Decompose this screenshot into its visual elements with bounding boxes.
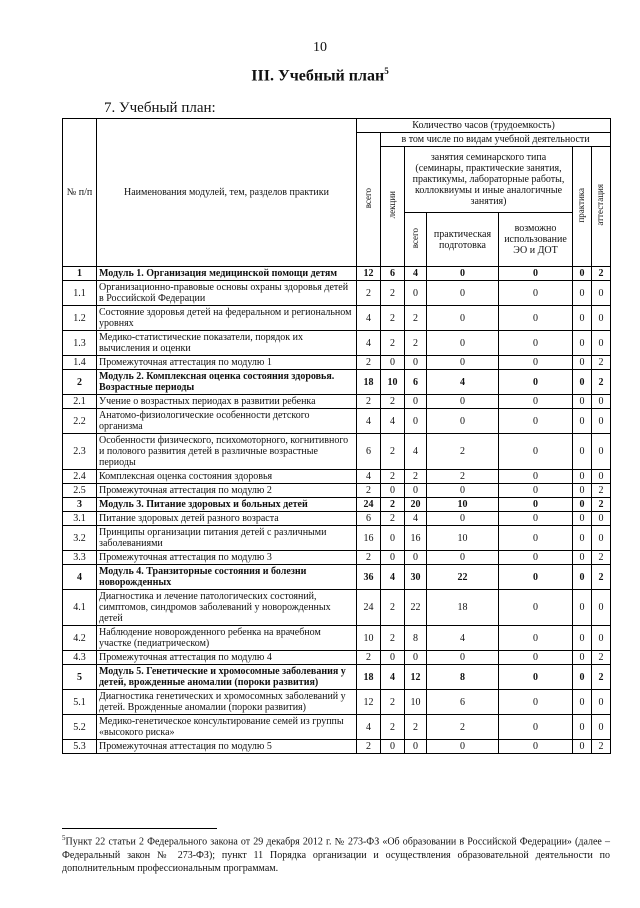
- cell-prac: 0: [573, 551, 592, 565]
- cell-lec: 2: [381, 434, 405, 470]
- row-number: 5.3: [63, 740, 97, 754]
- row-name: Модуль 4. Транзиторные состояния и болезни новорожденных: [97, 565, 357, 590]
- cell-eo: 0: [499, 551, 573, 565]
- row-name: Модуль 1. Организация медицинской помощи детям: [97, 267, 357, 281]
- cell-att: 2: [592, 651, 611, 665]
- cell-total: 4: [357, 470, 381, 484]
- row-name: Модуль 3. Питание здоровых и больных детей: [97, 498, 357, 512]
- cell-att: 2: [592, 498, 611, 512]
- cell-total: 12: [357, 690, 381, 715]
- cell-prac: 0: [573, 484, 592, 498]
- cell-att: 0: [592, 470, 611, 484]
- cell-eo: 0: [499, 715, 573, 740]
- header-lectures: лекции: [381, 147, 405, 267]
- row-name: Состояние здоровья детей на федеральном и региональном уровнях: [97, 306, 357, 331]
- section-title: III. Учебный план$^5$: [251, 66, 389, 85]
- row-name: Особенности физического, психомоторного, когнитивного и полового развития детей в различные возрастные периоды: [97, 434, 357, 470]
- row-number: 1.1: [63, 281, 97, 306]
- cell-pp: 0: [427, 356, 499, 370]
- module-row: [63, 370, 611, 395]
- topic-row: [63, 690, 611, 715]
- topic-row: [63, 331, 611, 356]
- cell-eo: 0: [499, 409, 573, 434]
- cell-pp: 22: [427, 565, 499, 590]
- curriculum-table: [62, 118, 611, 754]
- cell-pp: 6: [427, 690, 499, 715]
- cell-eo: 0: [499, 590, 573, 626]
- cell-lec: 2: [381, 715, 405, 740]
- cell-prac: 0: [573, 565, 592, 590]
- row-number: 4: [63, 565, 97, 590]
- cell-att: 2: [592, 484, 611, 498]
- cell-sem: 0: [405, 356, 427, 370]
- topic-row: [63, 470, 611, 484]
- cell-lec: 0: [381, 356, 405, 370]
- topic-row: [63, 395, 611, 409]
- cell-pp: 0: [427, 395, 499, 409]
- header-total: всего: [357, 133, 381, 267]
- header-name: Наименования модулей, тем, разделов практики: [97, 119, 357, 267]
- cell-prac: 0: [573, 370, 592, 395]
- row-number: 2.5: [63, 484, 97, 498]
- cell-lec: 2: [381, 512, 405, 526]
- cell-eo: 0: [499, 331, 573, 356]
- header-practice: практика: [573, 147, 592, 267]
- row-number: 1.3: [63, 331, 97, 356]
- cell-att: 0: [592, 306, 611, 331]
- cell-pp: 4: [427, 370, 499, 395]
- table-body: [63, 267, 611, 754]
- cell-pp: 0: [427, 651, 499, 665]
- cell-total: 2: [357, 551, 381, 565]
- cell-pp: 0: [427, 551, 499, 565]
- cell-sem: 0: [405, 281, 427, 306]
- cell-prac: 0: [573, 281, 592, 306]
- cell-total: 4: [357, 409, 381, 434]
- cell-eo: 0: [499, 526, 573, 551]
- cell-att: 2: [592, 665, 611, 690]
- cell-eo: 0: [499, 565, 573, 590]
- cell-att: 0: [592, 526, 611, 551]
- cell-eo: 0: [499, 370, 573, 395]
- row-name: Комплексная оценка состояния здоровья: [97, 470, 357, 484]
- cell-eo: 0: [499, 267, 573, 281]
- cell-att: 2: [592, 356, 611, 370]
- row-name: Промежуточная аттестация по модулю 4: [97, 651, 357, 665]
- cell-att: 0: [592, 434, 611, 470]
- cell-sem: 0: [405, 651, 427, 665]
- row-name: Промежуточная аттестация по модулю 2: [97, 484, 357, 498]
- row-number: 2: [63, 370, 97, 395]
- footnote-divider: [62, 828, 217, 829]
- cell-prac: 0: [573, 395, 592, 409]
- cell-total: 2: [357, 395, 381, 409]
- header-practical-training: практическая подготовка: [427, 213, 499, 267]
- cell-prac: 0: [573, 715, 592, 740]
- cell-pp: 0: [427, 409, 499, 434]
- cell-prac: 0: [573, 512, 592, 526]
- module-row: [63, 267, 611, 281]
- cell-sem: 6: [405, 370, 427, 395]
- cell-att: 0: [592, 690, 611, 715]
- cell-total: 4: [357, 715, 381, 740]
- cell-pp: 0: [427, 512, 499, 526]
- cell-eo: 0: [499, 690, 573, 715]
- cell-lec: 0: [381, 740, 405, 754]
- cell-prac: 0: [573, 626, 592, 651]
- cell-lec: 10: [381, 370, 405, 395]
- row-name: Учение о возрастных периодах в развитии ребенка: [97, 395, 357, 409]
- cell-lec: 4: [381, 565, 405, 590]
- row-name: Принципы организации питания детей с различными заболеваниями: [97, 526, 357, 551]
- cell-sem: 2: [405, 470, 427, 484]
- row-name: Модуль 2. Комплексная оценка состояния здоровья. Возрастные периоды: [97, 370, 357, 395]
- row-name: Организационно-правовые основы охраны здоровья детей в Российской Федерации: [97, 281, 357, 306]
- cell-pp: 0: [427, 331, 499, 356]
- cell-total: 10: [357, 626, 381, 651]
- cell-lec: 0: [381, 526, 405, 551]
- cell-lec: 2: [381, 590, 405, 626]
- cell-lec: 4: [381, 409, 405, 434]
- topic-row: [63, 356, 611, 370]
- topic-row: [63, 512, 611, 526]
- cell-att: 0: [592, 395, 611, 409]
- row-name: Промежуточная аттестация по модулю 3: [97, 551, 357, 565]
- cell-sem: 4: [405, 512, 427, 526]
- cell-eo: 0: [499, 356, 573, 370]
- cell-pp: 10: [427, 498, 499, 512]
- cell-att: 2: [592, 370, 611, 395]
- cell-eo: 0: [499, 665, 573, 690]
- topic-row: [63, 651, 611, 665]
- footnote-mark: 5: [62, 834, 66, 842]
- cell-total: 4: [357, 331, 381, 356]
- cell-prac: 0: [573, 434, 592, 470]
- row-name: Диагностика генетических и хромосомных заболеваний у детей. Врожденные аномалии (пороки развития): [97, 690, 357, 715]
- cell-lec: 2: [381, 470, 405, 484]
- header-hours-total: Количество часов (трудоемкость): [357, 119, 611, 133]
- topic-row: [63, 281, 611, 306]
- row-number: 1.2: [63, 306, 97, 331]
- row-number: 5: [63, 665, 97, 690]
- row-number: 1.4: [63, 356, 97, 370]
- cell-lec: 4: [381, 665, 405, 690]
- cell-total: 6: [357, 434, 381, 470]
- cell-prac: 0: [573, 665, 592, 690]
- cell-total: 2: [357, 484, 381, 498]
- cell-pp: 18: [427, 590, 499, 626]
- topic-row: [63, 626, 611, 651]
- row-name: Промежуточная аттестация по модулю 1: [97, 356, 357, 370]
- cell-sem: 0: [405, 409, 427, 434]
- cell-lec: 2: [381, 690, 405, 715]
- cell-total: 18: [357, 370, 381, 395]
- cell-att: 0: [592, 409, 611, 434]
- row-name: Диагностика и лечение патологических состояний, симптомов, синдромов заболеваний у новорожденных детей: [97, 590, 357, 626]
- module-row: [63, 665, 611, 690]
- footnote: [62, 834, 610, 876]
- cell-att: 2: [592, 565, 611, 590]
- cell-att: 0: [592, 626, 611, 651]
- module-row: [63, 565, 611, 590]
- row-number: 2.3: [63, 434, 97, 470]
- header-num: № п/п: [63, 119, 97, 267]
- cell-sem: 2: [405, 331, 427, 356]
- cell-pp: 0: [427, 267, 499, 281]
- cell-sem: 10: [405, 690, 427, 715]
- cell-eo: 0: [499, 651, 573, 665]
- header-attestation: аттестация: [592, 147, 611, 267]
- topic-row: [63, 306, 611, 331]
- cell-att: 0: [592, 590, 611, 626]
- cell-sem: 16: [405, 526, 427, 551]
- cell-eo: 0: [499, 434, 573, 470]
- row-number: 3.3: [63, 551, 97, 565]
- cell-eo: 0: [499, 626, 573, 651]
- cell-sem: 0: [405, 395, 427, 409]
- cell-total: 16: [357, 526, 381, 551]
- cell-eo: 0: [499, 740, 573, 754]
- cell-total: 24: [357, 498, 381, 512]
- row-number: 5.2: [63, 715, 97, 740]
- cell-att: 0: [592, 715, 611, 740]
- cell-pp: 0: [427, 740, 499, 754]
- cell-pp: 2: [427, 715, 499, 740]
- cell-eo: 0: [499, 281, 573, 306]
- cell-prac: 0: [573, 651, 592, 665]
- row-number: 1: [63, 267, 97, 281]
- row-name: Медико-статистические показатели, порядок их вычисления и оценки: [97, 331, 357, 356]
- cell-pp: 8: [427, 665, 499, 690]
- cell-pp: 0: [427, 281, 499, 306]
- row-number: 3.1: [63, 512, 97, 526]
- cell-prac: 0: [573, 498, 592, 512]
- topic-row: [63, 484, 611, 498]
- cell-sem: 30: [405, 565, 427, 590]
- cell-lec: 6: [381, 267, 405, 281]
- row-name: Медико-генетическое консультирование семей из группы «высокого риска»: [97, 715, 357, 740]
- module-row: [63, 498, 611, 512]
- cell-pp: 4: [427, 626, 499, 651]
- cell-sem: 2: [405, 715, 427, 740]
- row-number: 2.1: [63, 395, 97, 409]
- cell-eo: 0: [499, 498, 573, 512]
- cell-sem: 22: [405, 590, 427, 626]
- header-seminar-total: всего: [405, 213, 427, 267]
- cell-lec: 2: [381, 498, 405, 512]
- row-name: Анатомо-физиологические особенности детского организма: [97, 409, 357, 434]
- header-seminar: занятия семинарского типа (семинары, практические занятия, практикумы, лабораторные работы, коллоквиумы и иные аналогичные занятия): [405, 147, 573, 213]
- topic-row: [63, 526, 611, 551]
- row-number: 4.1: [63, 590, 97, 626]
- cell-pp: 10: [427, 526, 499, 551]
- topic-row: [63, 409, 611, 434]
- cell-lec: 2: [381, 281, 405, 306]
- cell-pp: 2: [427, 434, 499, 470]
- cell-prac: 0: [573, 306, 592, 331]
- table-header: [63, 119, 611, 267]
- cell-att: 0: [592, 281, 611, 306]
- row-name: Модуль 5. Генетические и хромосомные заболевания у детей, врожденные аномалии (пороки развития): [97, 665, 357, 690]
- cell-pp: 0: [427, 484, 499, 498]
- header-eo-dot: возможно использование ЭО и ДОТ: [499, 213, 573, 267]
- cell-eo: 0: [499, 470, 573, 484]
- row-number: 2.2: [63, 409, 97, 434]
- cell-sem: 0: [405, 551, 427, 565]
- topic-row: [63, 715, 611, 740]
- cell-lec: 0: [381, 484, 405, 498]
- row-number: 2.4: [63, 470, 97, 484]
- row-number: 4.2: [63, 626, 97, 651]
- cell-sem: 4: [405, 434, 427, 470]
- cell-sem: 0: [405, 484, 427, 498]
- cell-lec: 2: [381, 626, 405, 651]
- topic-row: [63, 740, 611, 754]
- row-number: 3.2: [63, 526, 97, 551]
- cell-lec: 2: [381, 306, 405, 331]
- cell-prac: 0: [573, 470, 592, 484]
- cell-prac: 0: [573, 331, 592, 356]
- cell-prac: 0: [573, 526, 592, 551]
- subtitle: 7. Учебный план:: [104, 100, 216, 116]
- cell-att: 2: [592, 551, 611, 565]
- cell-lec: 2: [381, 331, 405, 356]
- cell-prac: 0: [573, 409, 592, 434]
- cell-total: 4: [357, 306, 381, 331]
- cell-total: 2: [357, 281, 381, 306]
- cell-total: 2: [357, 651, 381, 665]
- cell-att: 0: [592, 512, 611, 526]
- cell-total: 12: [357, 267, 381, 281]
- cell-prac: 0: [573, 356, 592, 370]
- cell-total: 2: [357, 740, 381, 754]
- cell-lec: 0: [381, 551, 405, 565]
- cell-att: 0: [592, 331, 611, 356]
- cell-eo: 0: [499, 395, 573, 409]
- cell-att: 2: [592, 740, 611, 754]
- cell-lec: 2: [381, 395, 405, 409]
- cell-total: 36: [357, 565, 381, 590]
- cell-att: 2: [592, 267, 611, 281]
- cell-sem: 20: [405, 498, 427, 512]
- row-number: 4.3: [63, 651, 97, 665]
- cell-prac: 0: [573, 590, 592, 626]
- cell-pp: 0: [427, 306, 499, 331]
- footnote-text: Пункт 22 статьи 2 Федерального закона от 29 декабря 2012 г. № 273-ФЗ «Об образовании в Российской Федерации» (далее – Федеральный закон № 273-ФЗ); пункт 11 Порядка организации и осуществления образовательной деятельности по дополнительным профессиональным программам.: [62, 836, 610, 875]
- topic-row: [63, 434, 611, 470]
- cell-sem: 4: [405, 267, 427, 281]
- cell-lec: 0: [381, 651, 405, 665]
- topic-row: [63, 590, 611, 626]
- cell-sem: 8: [405, 626, 427, 651]
- cell-total: 18: [357, 665, 381, 690]
- cell-eo: 0: [499, 484, 573, 498]
- cell-sem: 0: [405, 740, 427, 754]
- row-name: Наблюдение новорожденного ребенка на врачебном участке (педиатрическом): [97, 626, 357, 651]
- cell-total: 6: [357, 512, 381, 526]
- topic-row: [63, 551, 611, 565]
- cell-sem: 2: [405, 306, 427, 331]
- cell-total: 2: [357, 356, 381, 370]
- row-number: 3: [63, 498, 97, 512]
- cell-total: 24: [357, 590, 381, 626]
- cell-sem: 12: [405, 665, 427, 690]
- cell-pp: 2: [427, 470, 499, 484]
- row-number: 5.1: [63, 690, 97, 715]
- cell-eo: 0: [499, 512, 573, 526]
- header-by-type: в том числе по видам учебной деятельности: [381, 133, 611, 147]
- cell-prac: 0: [573, 267, 592, 281]
- footnote-ref: 5: [384, 66, 389, 76]
- cell-eo: 0: [499, 306, 573, 331]
- cell-prac: 0: [573, 690, 592, 715]
- row-name: Питание здоровых детей разного возраста: [97, 512, 357, 526]
- page-number: 10: [313, 40, 327, 55]
- row-name: Промежуточная аттестация по модулю 5: [97, 740, 357, 754]
- cell-prac: 0: [573, 740, 592, 754]
